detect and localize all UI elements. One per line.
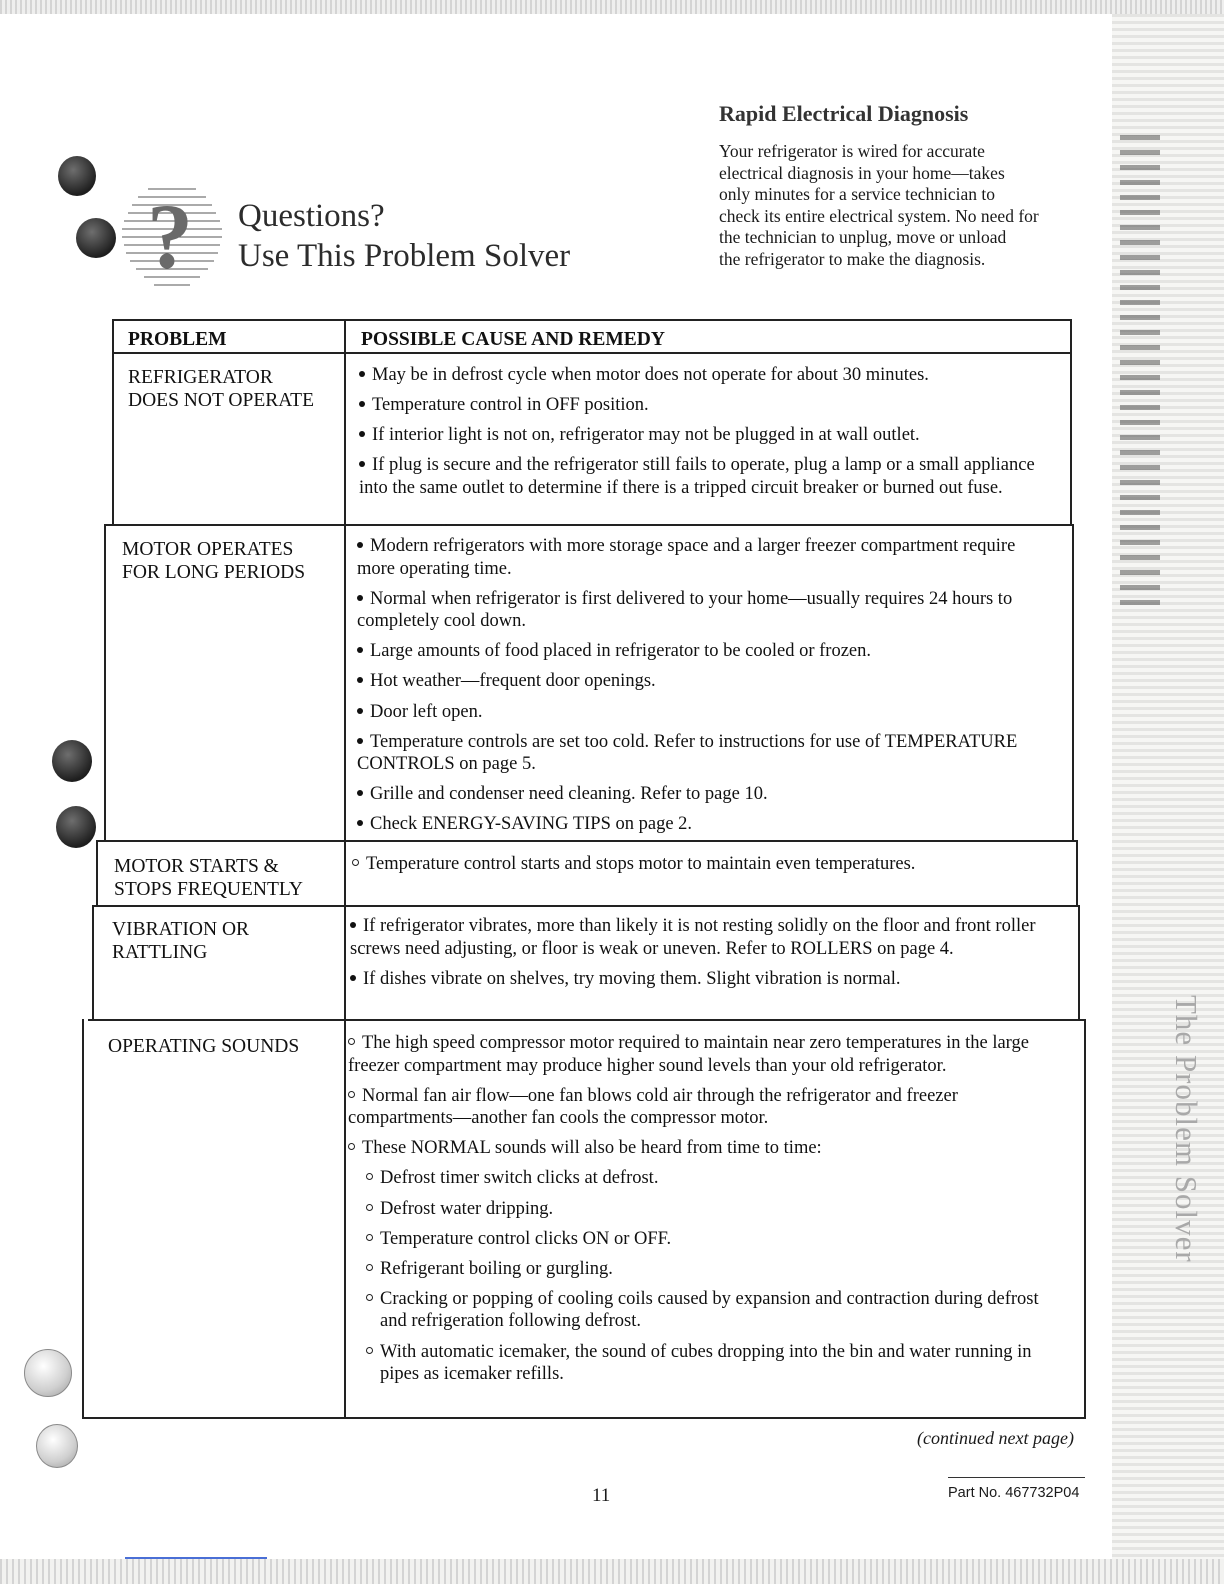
table-rule (112, 352, 1072, 354)
remedy-item: Temperature control in OFF position. (359, 394, 1049, 417)
remedy-item: Check ENERGY-SAVING TIPS on page 2. (357, 813, 1047, 836)
table-rule (82, 1019, 84, 1419)
problem-line: DOES NOT OPERATE (128, 390, 314, 411)
table-rule (1076, 840, 1078, 906)
title-line-2: Use This Problem Solver (238, 238, 571, 274)
svg-text:?: ? (147, 185, 193, 287)
title-line-1: Questions? (238, 198, 385, 234)
problem-line: OPERATING SOUNDS (108, 1036, 300, 1057)
remedy-item: Hot weather—frequent door openings. (357, 670, 1047, 693)
problem-line: FOR LONG PERIODS (122, 562, 306, 583)
remedy-sub-item: Defrost water dripping. (348, 1198, 1053, 1221)
remedy-item: Temperature control starts and stops motor to maintain even temperatures. (352, 853, 1042, 876)
rapid-diagnosis-section (719, 101, 1079, 271)
column-header-problem: PROBLEM (128, 329, 227, 350)
page-title (238, 196, 570, 276)
problem-line: MOTOR OPERATES (122, 539, 294, 560)
problem-label (122, 538, 305, 584)
remedy-item: If plug is secure and the refrigerator still fails to operate, plug a lamp or a small appliance into the same outlet to determine if there is a tripped circuit breaker or burned out fuse. (359, 455, 1035, 498)
remedy-item: Normal fan air flow—one fan blows cold air through the refrigerator and freezer compartments—another fan cools the compressor motor. (348, 1085, 958, 1129)
remedy-item: May be in defrost cycle when motor does not operate for about 30 minutes. (359, 364, 1049, 387)
table-rule (96, 840, 98, 906)
remedy-item: Door left open. (357, 701, 1047, 724)
rapid-line: Your refrigerator is wired for accurate (719, 141, 985, 161)
binder-hole-icon (58, 156, 96, 196)
scan-artifact-bottom (0, 1559, 1224, 1584)
problem-line: VIBRATION OR (112, 919, 250, 940)
table-rule (112, 319, 1072, 321)
rapid-line: electrical diagnosis in your home—takes (719, 162, 1005, 183)
remedy-list (357, 535, 1047, 844)
rapid-line: the refrigerator to make the diagnosis. (719, 248, 986, 269)
remedy-list (348, 1032, 1053, 1393)
part-number: Part No. 467732P04 (948, 1485, 1080, 1501)
problem-line: RATTLING (112, 942, 208, 963)
rapid-diagnosis-text (719, 141, 1079, 271)
remedy-list (359, 364, 1049, 507)
remedy-item: Temperature controls are set too cold. Refer to instructions for use of TEMPERATURE CONTROLS on page 5. (357, 731, 1018, 775)
rapid-diagnosis-title: Rapid Electrical Diagnosis (719, 101, 969, 126)
remedy-item: Large amounts of food placed in refrigerator to be cooled or frozen. (357, 640, 1047, 663)
remedy-sub-item: With automatic icemaker, the sound of cubes dropping into the bin and water running in pipes as icemaker refills. (348, 1341, 1053, 1386)
remedy-item: These NORMAL sounds will also be heard from time to time: (348, 1137, 1053, 1160)
problem-line: MOTOR STARTS & (114, 856, 279, 877)
remedy-item: If interior light is not on, refrigerator may not be plugged in at wall outlet. (359, 424, 1049, 447)
remedy-sub-item: Defrost timer switch clicks at defrost. (348, 1167, 1053, 1190)
table-rule (112, 319, 114, 525)
problem-label (112, 918, 249, 964)
binder-hole-icon (36, 1424, 78, 1468)
rapid-line: the technician to unplug, move or unload (719, 227, 1007, 248)
remedy-sub-item: Refrigerant boiling or gurgling. (348, 1258, 1053, 1281)
table-rule (104, 524, 106, 841)
table-rule (1084, 1019, 1086, 1419)
table-rule (1072, 524, 1074, 841)
remedy-item: Grille and condenser need cleaning. Refer to page 10. (357, 783, 1047, 806)
page-number: 11 (592, 1485, 611, 1506)
rapid-line: check its entire electrical system. No need for (719, 205, 1039, 226)
remedy-list (352, 853, 1042, 883)
remedy-item: If dishes vibrate on shelves, try moving them. Slight vibration is normal. (350, 968, 1050, 991)
table-rule (82, 1417, 1086, 1419)
remedy-item: Normal when refrigerator is first delivered to your home—usually requires 24 hours to completely cool down. (357, 588, 1013, 632)
remedy-sub-item: Temperature control clicks ON or OFF. (348, 1228, 1053, 1251)
question-mark-icon (110, 183, 230, 295)
rapid-line: only minutes for a service technician to (719, 184, 996, 205)
binder-hole-icon (24, 1349, 72, 1397)
remedy-item: Modern refrigerators with more storage space and a larger freezer compartment require more operating time. (357, 536, 1016, 579)
problem-line: REFRIGERATOR (128, 367, 273, 388)
table-rule (92, 905, 1080, 907)
remedy-item: If refrigerator vibrates, more than likely it is not resting solidly on the floor and front roller screws need adjusting, or floor is weak or uneven. Refer to ROLLERS on page 4. (350, 916, 1036, 959)
table-rule (88, 1019, 1084, 1021)
side-tab-label: The Problem Solver (1169, 995, 1204, 1263)
remedy-item: The high speed compressor motor required to maintain near zero temperatures in the large freezer compartment may produce higher sound levels than your old refrigerator. (348, 1033, 1029, 1076)
remedy-sub-item: Cracking or popping of cooling coils caused by expansion and contraction during defrost and refrigeration following defrost. (348, 1288, 1053, 1333)
problem-label (108, 1035, 299, 1058)
continued-note: (continued next page) (917, 1428, 1074, 1448)
table-rule (1070, 319, 1072, 525)
scan-artifact-line (125, 1557, 267, 1559)
table-rule (92, 905, 94, 1020)
problem-solver-table (82, 319, 1086, 1419)
part-number-rule (948, 1477, 1085, 1478)
remedy-list (350, 915, 1050, 998)
column-header-remedy: POSSIBLE CAUSE AND REMEDY (361, 329, 665, 350)
problem-label (128, 366, 314, 412)
table-rule (1078, 905, 1080, 1020)
table-rule (344, 319, 346, 1419)
edge-tab-marks (1120, 135, 1160, 605)
scan-artifact-top (0, 0, 1224, 14)
table-rule (104, 524, 1074, 526)
problem-label (114, 855, 303, 901)
problem-line: STOPS FREQUENTLY (114, 879, 303, 900)
